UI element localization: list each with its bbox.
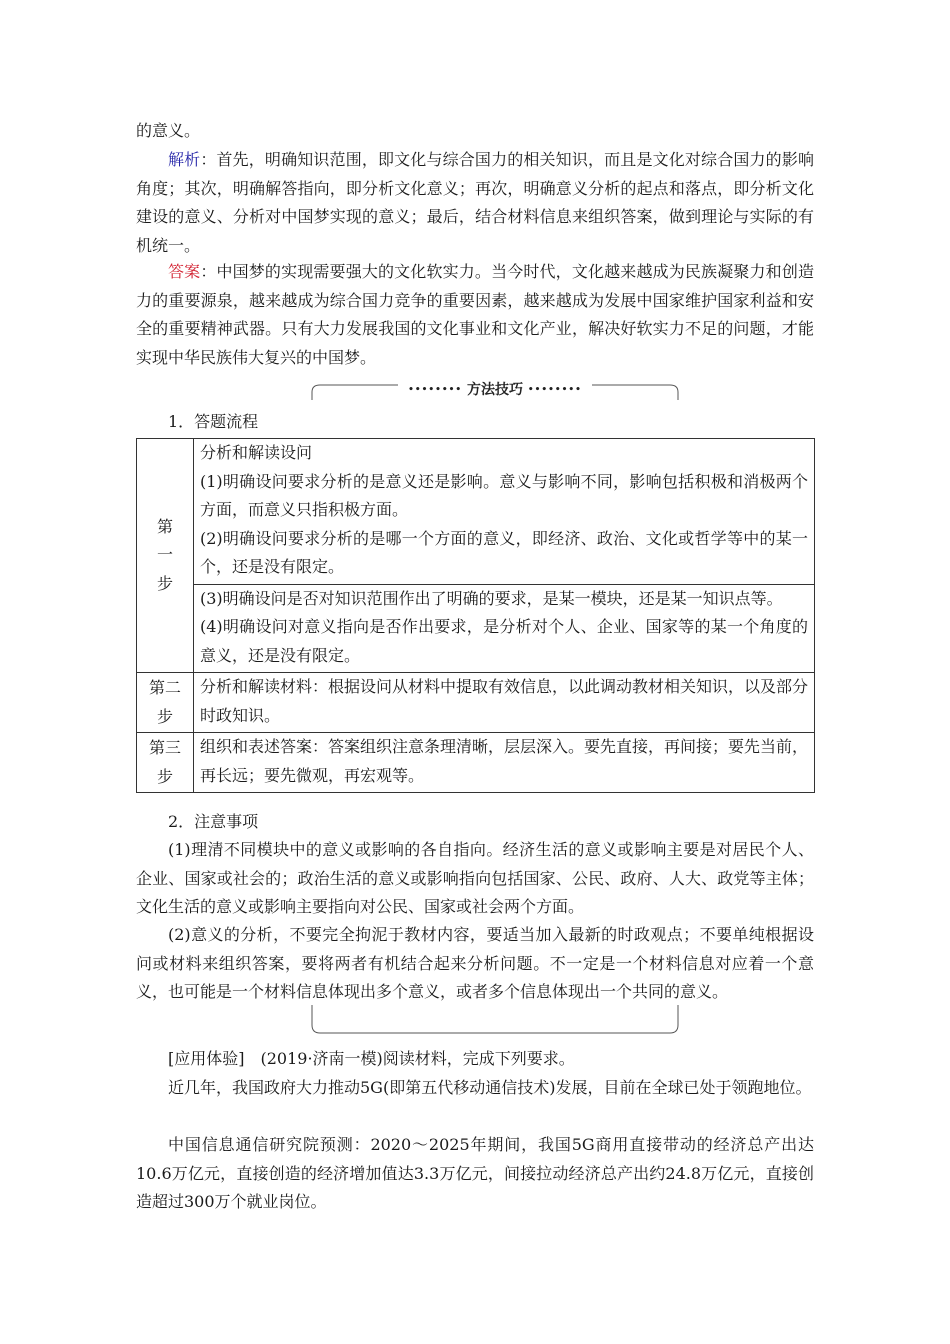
step1-para: (4)明确设问对意义指向是否作出要求，是分析对个人、企业、国家等的某一个角度的意义，还是没有限定。 bbox=[200, 617, 808, 665]
section2-p1: (1)理清不同模块中的意义或影响的各自指向。经济生活的意义或影响主要是对居民个人、企业、国家或社会的；政治生活的意义或影响指向包括国家、公民、政府、人大、政党等主体；文化生活的意义或影响主要指向对公民、国家或社会两个方面。 bbox=[136, 840, 814, 916]
application-intro: [应用体验] (2019·济南一模)阅读材料，完成下列要求。 bbox=[168, 1049, 575, 1068]
method-banner bbox=[310, 380, 680, 402]
banner-dots-right: •••••••• bbox=[527, 385, 582, 395]
step2-char: 第二 bbox=[148, 678, 181, 697]
answer-flow-table bbox=[136, 438, 815, 793]
step1-content-a bbox=[194, 439, 815, 585]
step3-char: 第三 bbox=[148, 738, 181, 757]
step3-para: 组织和表述答案：答案组织注意条理清晰，层层深入。要先直接，再间接；要先当前，再长远；要先微观，再宏观等。 bbox=[200, 737, 809, 785]
step1-para: (1)明确设问要求分析的是意义还是影响。意义与影响不同，影响包括积极和消极两个方面，而意义只指积极方面。 bbox=[200, 471, 808, 519]
answer-paragraph bbox=[136, 258, 814, 372]
analysis-paragraph bbox=[136, 146, 814, 260]
step2-char: 步 bbox=[156, 706, 173, 726]
table-row-step2 bbox=[137, 673, 815, 733]
step3-content bbox=[194, 733, 815, 793]
step1-char: 一 bbox=[156, 545, 173, 565]
step3-char: 步 bbox=[156, 766, 173, 786]
step1-label bbox=[137, 439, 194, 673]
table-row-step1b bbox=[137, 584, 815, 673]
table-row-step3 bbox=[137, 733, 815, 793]
analysis-label: 解析 bbox=[168, 150, 201, 169]
continuation-line: 的意义。 bbox=[136, 121, 201, 140]
step1-para: (2)明确设问要求分析的是哪一个方面的意义，即经济、政治、文化或哲学等中的某一个，还是没有限定。 bbox=[200, 528, 808, 576]
application-p2: 中国信息通信研究院预测：2020～2025年期间，我国5G商用直接带动的经济总产出达10.6万亿元，直接创造的经济增加值达3.3万亿元，间接拉动经济总产出约24.8万亿元，直接创造超过300万个就业岗位。 bbox=[136, 1135, 814, 1211]
step1-para: 分析和解读设问 bbox=[200, 443, 313, 462]
answer-label: 答案 bbox=[168, 262, 201, 281]
section1-heading: 1．答题流程 bbox=[168, 412, 259, 431]
step1-content-b bbox=[194, 584, 815, 673]
step1-char: 步 bbox=[156, 573, 173, 593]
banner-dots-left: •••••••• bbox=[408, 385, 463, 395]
answer-text: ：中国梦的实现需要强大的文化软实力。当今时代，文化越来越成为民族凝聚力和创造力的重要源泉，越来越成为综合国力竞争的重要因素，越来越成为发展中国家维护国家利益和安全的重要精神武器。只有大力发展我国的文化事业和文化产业，解决好软实力不足的问题，才能实现中华民族伟大复兴的中国梦。 bbox=[136, 262, 814, 367]
bottom-bracket-icon bbox=[310, 1003, 680, 1035]
step1-char: 第 bbox=[156, 516, 173, 536]
step2-content bbox=[194, 673, 815, 733]
application-p1: 近几年，我国政府大力推动5G(即第五代移动通信技术)发展，目前在全球已处于领跑地位。 bbox=[168, 1078, 812, 1097]
step1-para: (3)明确设问是否对知识范围作出了明确的要求，是某一模块，还是某一知识点等。 bbox=[200, 588, 783, 608]
step3-label bbox=[137, 733, 194, 793]
section2-heading: 2．注意事项 bbox=[168, 812, 259, 831]
section2-p2: (2)意义的分析，不要完全拘泥于教材内容，要适当加入最新的时政观点；不要单纯根据设问或材料来组织答案，要将两者有机结合起来分析问题。不一定是一个材料信息对应着一个意义，也可能是一个材料信息体现出多个意义，或者多个信息体现出一个共同的意义。 bbox=[136, 925, 814, 1001]
analysis-text: ：首先，明确知识范围，即文化与综合国力的相关知识，而且是文化对综合国力的影响角度；其次，明确解答指向，即分析文化意义；再次，明确意义分析的起点和落点，即分析文化建设的意义、分析对中国梦实现的意义；最后，结合材料信息来组织答案，做到理论与实际的有机统一。 bbox=[136, 150, 814, 255]
banner-title: 方法技巧 bbox=[467, 382, 523, 398]
step2-label bbox=[137, 673, 194, 733]
banner-title-wrap bbox=[310, 379, 680, 399]
table-row-step1a bbox=[137, 439, 815, 585]
step2-para: 分析和解读材料：根据设问从材料中提取有效信息，以此调动教材相关知识，以及部分时政知识。 bbox=[200, 677, 809, 725]
